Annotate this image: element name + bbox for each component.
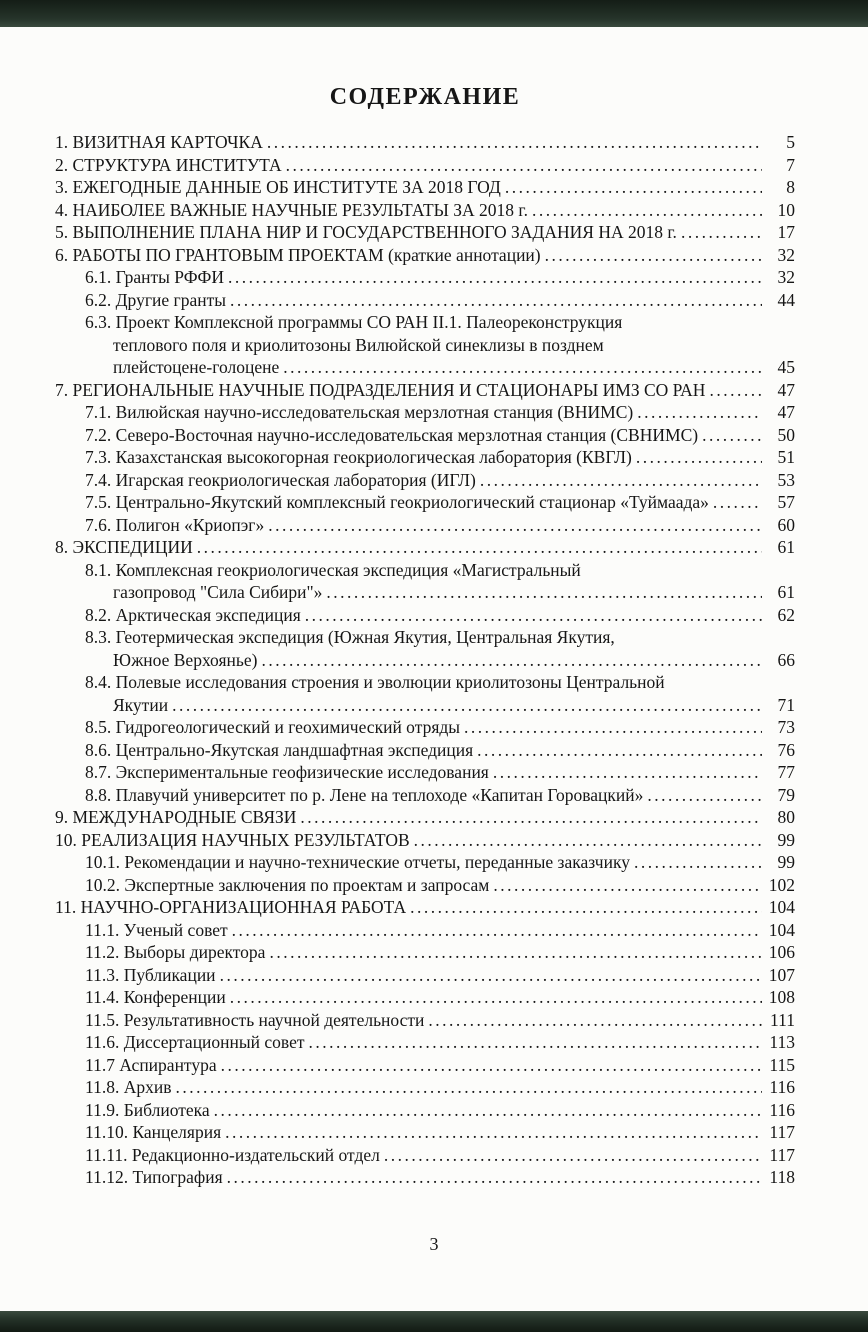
toc-entry-label: 8.5. Гидрогеологический и геохимический отряды (85, 717, 461, 737)
toc-entry-label: 11.11. Редакционно-издательский отдел (85, 1144, 380, 1165)
toc-entry-label: 11. НАУЧНО-ОРГАНИЗАЦИОННАЯ РАБОТА (55, 897, 407, 917)
toc-page-number: 115 (769, 1054, 795, 1075)
toc-page-number: 47 (777, 379, 795, 400)
toc-entry-label: 7.3. Казахстанская высокогорная геокриологическая лаборатория (КВГЛ) (85, 447, 632, 467)
toc-entry-label: 11.8. Архив (85, 1077, 172, 1097)
toc-dot-leader (545, 244, 762, 267)
toc-dot-leader (647, 784, 762, 807)
footer-page-number: 3 (429, 1234, 439, 1254)
toc-page-number: 73 (777, 717, 795, 737)
toc-row (55, 829, 795, 852)
toc-entry-label: 5. ВЫПОЛНЕНИЕ ПЛАНА НИР И ГОСУДАРСТВЕННОГО ЗАДАНИЯ НА 2018 г. (55, 222, 677, 242)
toc-row (55, 1099, 795, 1122)
toc-row (55, 491, 795, 514)
toc-row (55, 334, 795, 357)
toc-dot-leader (227, 1166, 762, 1189)
toc-dot-leader (493, 874, 762, 897)
page-content (55, 0, 795, 1189)
toc-entry-label: 8.7. Экспериментальные геофизические исследования (85, 762, 489, 782)
toc-page-number: 107 (768, 964, 795, 985)
toc-dot-leader (636, 446, 762, 469)
toc-row (55, 671, 795, 694)
toc-dot-leader (261, 649, 762, 672)
toc-row (55, 469, 795, 492)
toc-page-number: 111 (770, 1009, 795, 1030)
toc-row (55, 559, 795, 582)
toc-entry-label: 10.2. Экспертные заключения по проектам и запросам (85, 874, 490, 895)
toc-dot-leader (172, 694, 762, 717)
toc-page-number: 71 (777, 694, 795, 715)
toc-entry-label: 6.1. Гранты РФФИ (85, 267, 225, 287)
toc-dot-leader (228, 266, 762, 289)
toc-dot-leader (214, 1099, 762, 1122)
toc-page-number: 57 (777, 492, 795, 512)
toc-dot-leader (713, 491, 762, 514)
toc-row (55, 379, 795, 402)
toc-dot-leader (709, 379, 762, 402)
toc-dot-leader (269, 941, 762, 964)
toc-entry-label: 11.7 Аспирантура (85, 1054, 217, 1075)
toc-page-number: 99 (777, 829, 795, 850)
toc-page-number: 32 (777, 244, 795, 265)
toc-dot-leader (637, 401, 762, 424)
toc-entry-label: 11.12. Типография (85, 1167, 223, 1187)
toc-page-number: 117 (769, 1122, 795, 1142)
toc-page-number: 60 (777, 514, 795, 535)
toc-dot-leader (225, 1121, 762, 1144)
toc-dot-leader (176, 1076, 763, 1099)
toc-page-number: 104 (768, 897, 795, 917)
toc-entry-label: 8.8. Плавучий университет по р. Лене на теплоходе «Капитан Горовацкий» (85, 784, 644, 805)
toc-row (55, 604, 795, 627)
toc-dot-leader (268, 514, 762, 537)
toc-row (55, 244, 795, 267)
toc-entry-label: 6.2. Другие гранты (85, 289, 226, 310)
toc-dot-leader (428, 1009, 762, 1032)
toc-entry-label: 11.6. Диссертационный совет (85, 1032, 305, 1052)
toc-page-number: 102 (768, 874, 795, 895)
toc-entry-label: 2. СТРУКТУРА ИНСТИТУТА (55, 154, 282, 175)
toc-row (55, 986, 795, 1009)
toc-dot-leader (283, 356, 762, 379)
toc-row (55, 356, 795, 379)
toc-entry-label: 6.3. Проект Комплексной программы СО РАН II.1. Палеореконструкция (85, 312, 623, 332)
toc-entry-label: 8. ЭКСПЕДИЦИИ (55, 537, 193, 557)
toc-row (55, 739, 795, 762)
toc-entry-label: 3. ЕЖЕГОДНЫЕ ДАННЫЕ ОБ ИНСТИТУТЕ ЗА 2018 ГОД (55, 177, 501, 197)
toc-entry-label: газопровод "Сила Сибири"» (113, 582, 323, 602)
toc-entry-label: 8.2. Арктическая экспедиция (85, 604, 301, 625)
toc-row (55, 514, 795, 537)
toc-dot-leader (505, 176, 762, 199)
toc-entry-label: 11.9. Библиотека (85, 1099, 210, 1120)
toc-row (55, 784, 795, 807)
toc-row (55, 1054, 795, 1077)
toc-row (55, 1031, 795, 1054)
toc-entry-label: 11.2. Выборы директора (85, 942, 266, 962)
toc-dot-leader (197, 536, 762, 559)
toc-dot-leader (532, 199, 762, 222)
toc-page-number: 53 (777, 469, 795, 490)
toc-entry-label: 1. ВИЗИТНАЯ КАРТОЧКА (55, 132, 263, 152)
toc-row (55, 919, 795, 942)
toc-entry-label: 6. РАБОТЫ ПО ГРАНТОВЫМ ПРОЕКТАМ (краткие аннотации) (55, 244, 541, 265)
toc-page-number: 7 (786, 154, 795, 175)
toc-entry-label: 7.6. Полигон «Криопэг» (85, 514, 265, 535)
toc-row (55, 806, 795, 829)
toc-row (55, 964, 795, 987)
toc-page-number: 61 (777, 582, 795, 602)
toc-dot-leader (414, 829, 762, 852)
toc-page-number: 44 (777, 289, 795, 310)
toc-page-number: 50 (777, 424, 795, 445)
toc-entry-label: 7.1. Вилюйская научно-исследовательская мерзлотная станция (ВНИМС) (85, 402, 634, 422)
page-title: СОДЕРЖАНИЕ (329, 84, 521, 110)
toc-row (55, 536, 795, 559)
toc-dot-leader (326, 581, 762, 604)
toc-page-number: 106 (768, 942, 795, 962)
toc-row (55, 311, 795, 334)
toc-page-number: 47 (777, 402, 795, 422)
toc-row (55, 289, 795, 312)
toc-entry-label: 11.10. Канцелярия (85, 1122, 222, 1142)
toc-dot-leader (477, 739, 762, 762)
toc-dot-leader (230, 289, 762, 312)
toc-row (55, 716, 795, 739)
toc-dot-leader (634, 851, 762, 874)
toc-entry-label: 7.4. Игарская геокриологическая лаборатория (ИГЛ) (85, 469, 476, 490)
toc-row (55, 581, 795, 604)
toc-page-number: 10 (777, 199, 795, 220)
toc-dot-leader (220, 964, 762, 987)
toc-page-number: 108 (768, 987, 795, 1007)
toc-row (55, 176, 795, 199)
toc-entry-label: 8.6. Центрально-Якутская ландшафтная экспедиция (85, 739, 474, 760)
toc-page-number: 45 (777, 357, 795, 377)
toc-dot-leader (464, 716, 762, 739)
toc-dot-leader (230, 986, 762, 1009)
toc-page-number: 5 (786, 132, 795, 152)
toc-entry-label: плейстоцене-голоцене (113, 357, 280, 377)
toc-entry-label: 8.3. Геотермическая экспедиция (Южная Якутия, Центральная Якутия, (85, 627, 615, 647)
toc-row (55, 446, 795, 469)
toc-dot-leader (493, 761, 762, 784)
toc-row (55, 266, 795, 289)
toc-dot-leader (300, 806, 762, 829)
toc-row (55, 199, 795, 222)
toc-row (55, 1166, 795, 1189)
toc-row (55, 424, 795, 447)
toc-page-number: 79 (777, 784, 795, 805)
toc-row (55, 874, 795, 897)
toc-page-number: 116 (769, 1099, 795, 1120)
toc-row (55, 1121, 795, 1144)
toc-page-number: 17 (777, 222, 795, 242)
toc-entry-label: 4. НАИБОЛЕЕ ВАЖНЫЕ НАУЧНЫЕ РЕЗУЛЬТАТЫ ЗА 2018 г. (55, 199, 529, 220)
toc-row (55, 1076, 795, 1099)
toc-row (55, 401, 795, 424)
toc-dot-leader (267, 131, 762, 154)
toc-entry-label: 8.4. Полевые исследования строения и эволюции криолитозоны Центральной (85, 672, 665, 692)
toc-page-number: 116 (769, 1077, 795, 1097)
toc-row (55, 154, 795, 177)
toc-entry-label: Якутии (113, 694, 169, 715)
toc-row (55, 649, 795, 672)
table-of-contents (55, 131, 795, 1189)
toc-row (55, 896, 795, 919)
toc-dot-leader (305, 604, 762, 627)
toc-entry-label: теплового поля и криолитозоны Вилюйской синеклизы в позднем (113, 334, 604, 355)
toc-dot-leader (232, 919, 762, 942)
toc-row (55, 131, 795, 154)
toc-page-number: 51 (777, 447, 795, 467)
toc-entry-label: 8.1. Комплексная геокриологическая экспедиция «Магистральный (85, 559, 581, 580)
toc-page-number: 118 (769, 1167, 795, 1187)
toc-page-number: 80 (777, 807, 795, 827)
toc-entry-label: 9. МЕЖДУНАРОДНЫЕ СВЯЗИ (55, 807, 297, 827)
toc-page-number: 77 (777, 762, 795, 782)
scan-edge-bottom (0, 1311, 868, 1332)
toc-row (55, 626, 795, 649)
toc-page-number: 113 (769, 1032, 795, 1052)
toc-dot-leader (480, 469, 762, 492)
toc-dot-leader (702, 424, 762, 447)
toc-entry-label: 11.3. Публикации (85, 964, 216, 985)
toc-entry-label: 10.1. Рекомендации и научно-технические отчеты, переданные заказчику (85, 852, 630, 872)
toc-row (55, 851, 795, 874)
scan-edge-top (0, 0, 868, 27)
toc-page-number: 8 (786, 177, 795, 197)
toc-entry-label: 7.2. Северо-Восточная научно-исследовательская мерзлотная станция (СВНИМС) (85, 424, 699, 445)
toc-entry-label: 7. РЕГИОНАЛЬНЫЕ НАУЧНЫЕ ПОДРАЗДЕЛЕНИЯ И СТАЦИОНАРЫ ИМЗ СО РАН (55, 379, 706, 400)
toc-dot-leader (286, 154, 762, 177)
toc-page-number: 61 (777, 537, 795, 557)
toc-row (55, 1144, 795, 1167)
toc-page-number: 66 (777, 649, 795, 670)
toc-entry-label: 7.5. Центрально-Якутский комплексный геокриологический стационар «Туймаада» (85, 492, 709, 512)
toc-entry-label: 11.4. Конференции (85, 987, 226, 1007)
toc-page-number: 76 (777, 739, 795, 760)
toc-page-number: 99 (777, 852, 795, 872)
toc-dot-leader (384, 1144, 762, 1167)
toc-entry-label: 11.1. Ученый совет (85, 919, 228, 940)
toc-row (55, 221, 795, 244)
toc-row (55, 761, 795, 784)
toc-entry-label: Южное Верхоянье) (113, 649, 258, 670)
toc-row (55, 694, 795, 717)
toc-dot-leader (410, 896, 762, 919)
toc-dot-leader (221, 1054, 762, 1077)
toc-page-number: 62 (777, 604, 795, 625)
toc-dot-leader (309, 1031, 763, 1054)
toc-row (55, 941, 795, 964)
toc-page-number: 104 (768, 919, 795, 940)
toc-page-number: 117 (769, 1144, 795, 1165)
toc-entry-label: 11.5. Результативность научной деятельности (85, 1009, 425, 1030)
toc-entry-label: 10. РЕАЛИЗАЦИЯ НАУЧНЫХ РЕЗУЛЬТАТОВ (55, 829, 410, 850)
toc-page-number: 32 (777, 267, 795, 287)
toc-row (55, 1009, 795, 1032)
toc-dot-leader (681, 221, 762, 244)
